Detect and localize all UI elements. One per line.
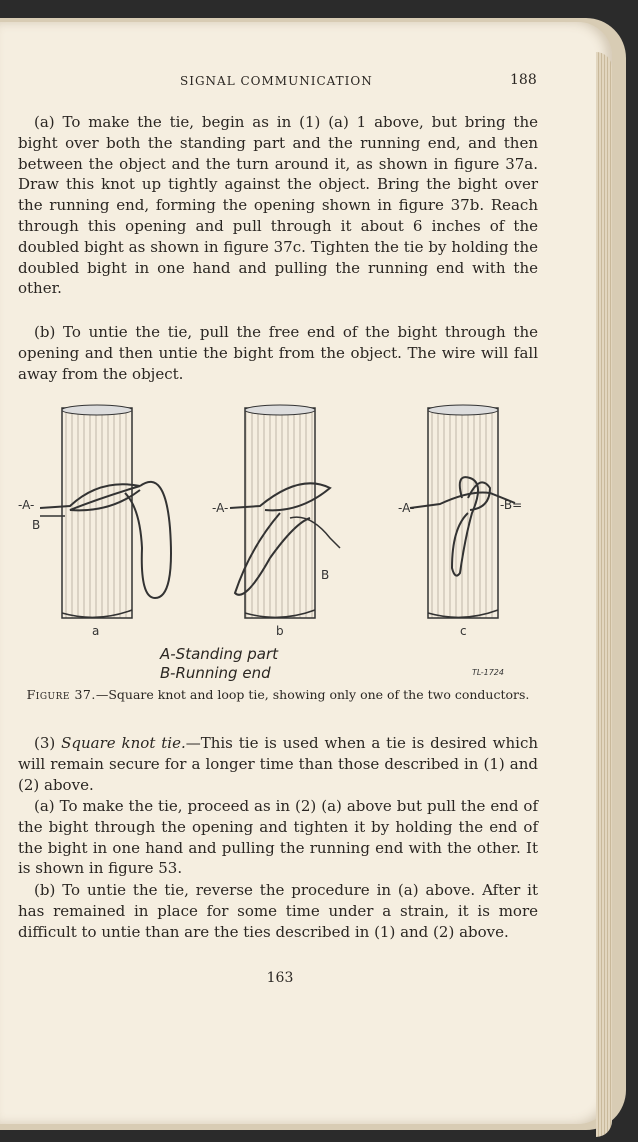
figure-code: TL-1724: [472, 668, 504, 677]
marker-a-panel-c: -A-: [398, 501, 415, 515]
figure-legend: [160, 645, 278, 683]
panel-label-a: a: [92, 624, 100, 638]
figure-37: [18, 398, 560, 638]
page-edges: [596, 52, 612, 1137]
running-title: SIGNAL COMMUNICATION: [180, 74, 373, 88]
paragraph-a: (a) To make the tie, begin as in (1) (a) 1 above, but bring the bight over both the standing part and the running end, and then between the object and the turn around it, as shown in figure 37a. Draw this knot up tightly against the object. Bring the bight over the running end, forming the opening shown in figure 37b. Reach through this opening and pull through it about 6 inches of the doubled bight as shown in figure 37c. Tighten the tie by holding the doubled bight in one hand and pulling the running end with the other.: [18, 113, 538, 298]
para-3-lead: (3): [34, 734, 62, 752]
square-knot-tie-heading: Square knot tie.: [61, 734, 186, 752]
knot-illustration: [40, 398, 560, 636]
paragraph-3b: (b) To untie the tie, reverse the procedure in (a) above. After it has remained in place for some time under a strain, it is more difficult to untie than are the ties described in (1) and (2) above.: [18, 881, 538, 941]
paragraph-3a: (a) To make the tie, proceed as in (2) (a) above but pull the end of the bight through the opening and tighten it by holding the end of the bight in one hand and pulling the running end with the other. It is shown in figure 53.: [18, 797, 538, 878]
marker-a-panel-b: -A-: [212, 501, 229, 515]
paragraph-3: [18, 733, 538, 795]
legend-running-end: B-Running end: [160, 664, 271, 682]
footer-page-number: 163: [266, 970, 294, 986]
panel-label-c: c: [460, 624, 467, 638]
caption-text: —Square knot and loop tie, showing only one of the two conductors.: [95, 687, 530, 702]
marker-a-panel-a: -A-: [18, 498, 35, 512]
caption-label: Figure 37.: [26, 687, 96, 702]
para-3-text: —This tie is used when a tie is desired which will remain secure for a longer time than those described in (1) and (2) above.: [18, 734, 539, 794]
panel-a-drawing: [40, 405, 171, 618]
panel-label-b: b: [276, 624, 284, 638]
header-page-number: 188: [510, 72, 537, 88]
panel-b-drawing: [230, 405, 340, 618]
paragraph-b: (b) To untie the tie, pull the free end of the bight through the opening and then untie the bight from the object. The wire will fall away from the object.: [18, 323, 538, 383]
marker-b-panel-b: B: [321, 568, 330, 582]
legend-standing-part: A-Standing part: [160, 645, 279, 663]
marker-b-panel-c: -B=: [500, 498, 523, 512]
page-header: [0, 72, 612, 92]
marker-b-panel-a: B: [32, 518, 41, 532]
figure-caption: [18, 687, 538, 702]
